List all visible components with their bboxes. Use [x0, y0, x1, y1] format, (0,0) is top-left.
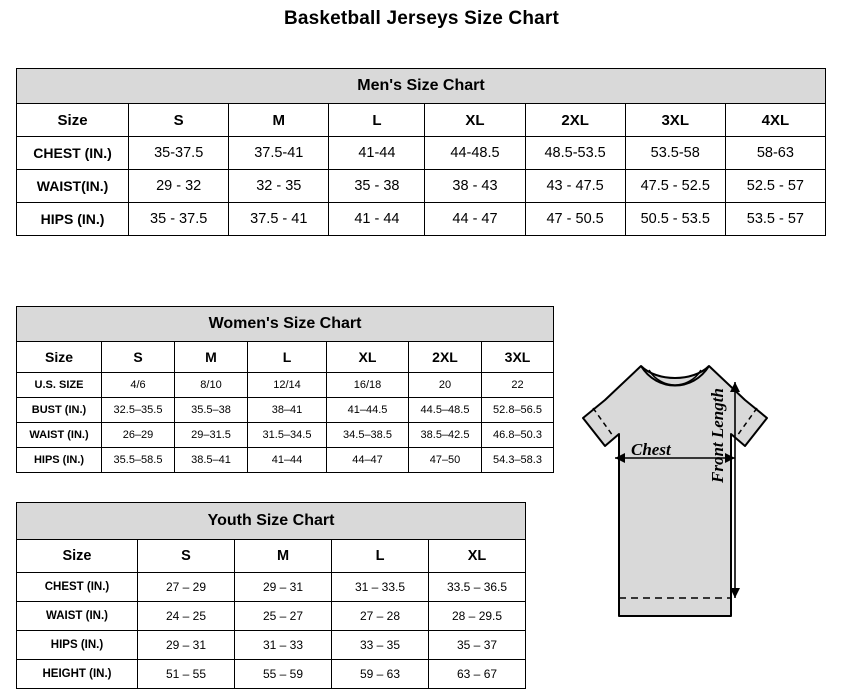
youth-cell: 24 – 25 — [138, 602, 235, 631]
mens-cell: 44-48.5 — [425, 137, 525, 170]
womens-header-s: S — [102, 342, 175, 373]
mens-cell: 41-44 — [329, 137, 425, 170]
womens-cell: 38.5–41 — [175, 448, 248, 473]
womens-cell: 44.5–48.5 — [409, 398, 482, 423]
mens-cell: 52.5 - 57 — [725, 170, 825, 203]
jersey-measurement-diagram — [545, 348, 835, 678]
mens-header-3xl: 3XL — [625, 104, 725, 137]
womens-cell: 38.5–42.5 — [409, 423, 482, 448]
mens-cell: 37.5-41 — [229, 137, 329, 170]
womens-cell: 52.8–56.5 — [482, 398, 554, 423]
youth-row-label: WAIST (IN.) — [17, 602, 138, 631]
youth-cell: 31 – 33 — [235, 631, 332, 660]
youth-header-s: S — [138, 540, 235, 573]
womens-cell: 54.3–58.3 — [482, 448, 554, 473]
mens-cell: 35 - 37.5 — [129, 203, 229, 236]
table-row — [17, 373, 554, 398]
youth-size-table — [16, 502, 526, 689]
mens-row-label: CHEST (IN.) — [17, 137, 129, 170]
mens-header-xl: XL — [425, 104, 525, 137]
mens-cell: 50.5 - 53.5 — [625, 203, 725, 236]
youth-header-xl: XL — [429, 540, 526, 573]
mens-cell: 47 - 50.5 — [525, 203, 625, 236]
womens-cell: 31.5–34.5 — [248, 423, 327, 448]
youth-cell: 31 – 33.5 — [332, 573, 429, 602]
table-header-row — [17, 342, 554, 373]
youth-cell: 27 – 28 — [332, 602, 429, 631]
table-row — [17, 602, 526, 631]
womens-cell: 35.5–58.5 — [102, 448, 175, 473]
womens-cell: 12/14 — [248, 373, 327, 398]
youth-caption: Youth Size Chart — [17, 503, 526, 540]
youth-size-chart — [16, 502, 525, 689]
youth-header-m: M — [235, 540, 332, 573]
mens-cell: 41 - 44 — [329, 203, 425, 236]
womens-row-label: U.S. SIZE — [17, 373, 102, 398]
womens-cell: 35.5–38 — [175, 398, 248, 423]
womens-cell: 32.5–35.5 — [102, 398, 175, 423]
mens-header-4xl: 4XL — [725, 104, 825, 137]
womens-row-label: HIPS (IN.) — [17, 448, 102, 473]
jersey-body-shape — [583, 366, 767, 616]
youth-cell: 29 – 31 — [235, 573, 332, 602]
mens-size-table — [16, 68, 826, 236]
mens-header-2xl: 2XL — [525, 104, 625, 137]
mens-cell: 35-37.5 — [129, 137, 229, 170]
mens-cell: 53.5 - 57 — [725, 203, 825, 236]
youth-header-size: Size — [17, 540, 138, 573]
table-row — [17, 170, 826, 203]
mens-cell: 58-63 — [725, 137, 825, 170]
youth-cell: 27 – 29 — [138, 573, 235, 602]
table-row — [17, 631, 526, 660]
mens-cell: 38 - 43 — [425, 170, 525, 203]
youth-cell: 29 – 31 — [138, 631, 235, 660]
table-row — [17, 448, 554, 473]
table-row — [17, 203, 826, 236]
youth-cell: 55 – 59 — [235, 660, 332, 689]
table-header-row — [17, 540, 526, 573]
mens-cell: 32 - 35 — [229, 170, 329, 203]
womens-cell: 38–41 — [248, 398, 327, 423]
youth-row-label: HIPS (IN.) — [17, 631, 138, 660]
womens-cell: 4/6 — [102, 373, 175, 398]
youth-cell: 33 – 35 — [332, 631, 429, 660]
womens-row-label: WAIST (IN.) — [17, 423, 102, 448]
table-row — [17, 137, 826, 170]
table-caption-row — [17, 503, 526, 540]
mens-caption: Men's Size Chart — [17, 69, 826, 104]
womens-cell: 16/18 — [327, 373, 409, 398]
mens-cell: 48.5-53.5 — [525, 137, 625, 170]
youth-cell: 28 – 29.5 — [429, 602, 526, 631]
table-row — [17, 423, 554, 448]
mens-cell: 35 - 38 — [329, 170, 425, 203]
youth-cell: 51 – 55 — [138, 660, 235, 689]
womens-cell: 41–44 — [248, 448, 327, 473]
womens-cell: 20 — [409, 373, 482, 398]
table-row — [17, 398, 554, 423]
womens-cell: 44–47 — [327, 448, 409, 473]
womens-header-2xl: 2XL — [409, 342, 482, 373]
womens-header-m: M — [175, 342, 248, 373]
womens-header-size: Size — [17, 342, 102, 373]
page-title: Basketball Jerseys Size Chart — [283, 8, 560, 29]
womens-header-3xl: 3XL — [482, 342, 554, 373]
womens-size-table — [16, 306, 554, 473]
mens-header-l: L — [329, 104, 425, 137]
youth-header-l: L — [332, 540, 429, 573]
jersey-illustration — [545, 348, 835, 678]
youth-row-label: HEIGHT (IN.) — [17, 660, 138, 689]
mens-header-s: S — [129, 104, 229, 137]
table-caption-row — [17, 69, 826, 104]
mens-cell: 44 - 47 — [425, 203, 525, 236]
table-row — [17, 660, 526, 689]
womens-cell: 41–44.5 — [327, 398, 409, 423]
mens-cell: 47.5 - 52.5 — [625, 170, 725, 203]
womens-cell: 8/10 — [175, 373, 248, 398]
mens-cell: 53.5-58 — [625, 137, 725, 170]
table-row — [17, 573, 526, 602]
womens-header-xl: XL — [327, 342, 409, 373]
womens-cell: 46.8–50.3 — [482, 423, 554, 448]
chest-label: Chest — [631, 440, 671, 459]
mens-row-label: HIPS (IN.) — [17, 203, 129, 236]
mens-header-size: Size — [17, 104, 129, 137]
youth-row-label: CHEST (IN.) — [17, 573, 138, 602]
womens-size-chart — [16, 306, 553, 473]
womens-cell: 22 — [482, 373, 554, 398]
womens-cell: 47–50 — [409, 448, 482, 473]
youth-cell: 63 – 67 — [429, 660, 526, 689]
youth-cell: 35 – 37 — [429, 631, 526, 660]
mens-cell: 43 - 47.5 — [525, 170, 625, 203]
womens-cell: 29–31.5 — [175, 423, 248, 448]
womens-caption: Women's Size Chart — [17, 307, 554, 342]
youth-cell: 33.5 – 36.5 — [429, 573, 526, 602]
womens-row-label: BUST (IN.) — [17, 398, 102, 423]
mens-header-m: M — [229, 104, 329, 137]
mens-cell: 37.5 - 41 — [229, 203, 329, 236]
table-header-row — [17, 104, 826, 137]
mens-cell: 29 - 32 — [129, 170, 229, 203]
table-caption-row — [17, 307, 554, 342]
mens-row-label: WAIST(IN.) — [17, 170, 129, 203]
womens-cell: 26–29 — [102, 423, 175, 448]
youth-cell: 59 – 63 — [332, 660, 429, 689]
mens-size-chart — [16, 68, 826, 236]
womens-header-l: L — [248, 342, 327, 373]
youth-cell: 25 – 27 — [235, 602, 332, 631]
front-length-label: Front Length — [708, 388, 727, 483]
womens-cell: 34.5–38.5 — [327, 423, 409, 448]
